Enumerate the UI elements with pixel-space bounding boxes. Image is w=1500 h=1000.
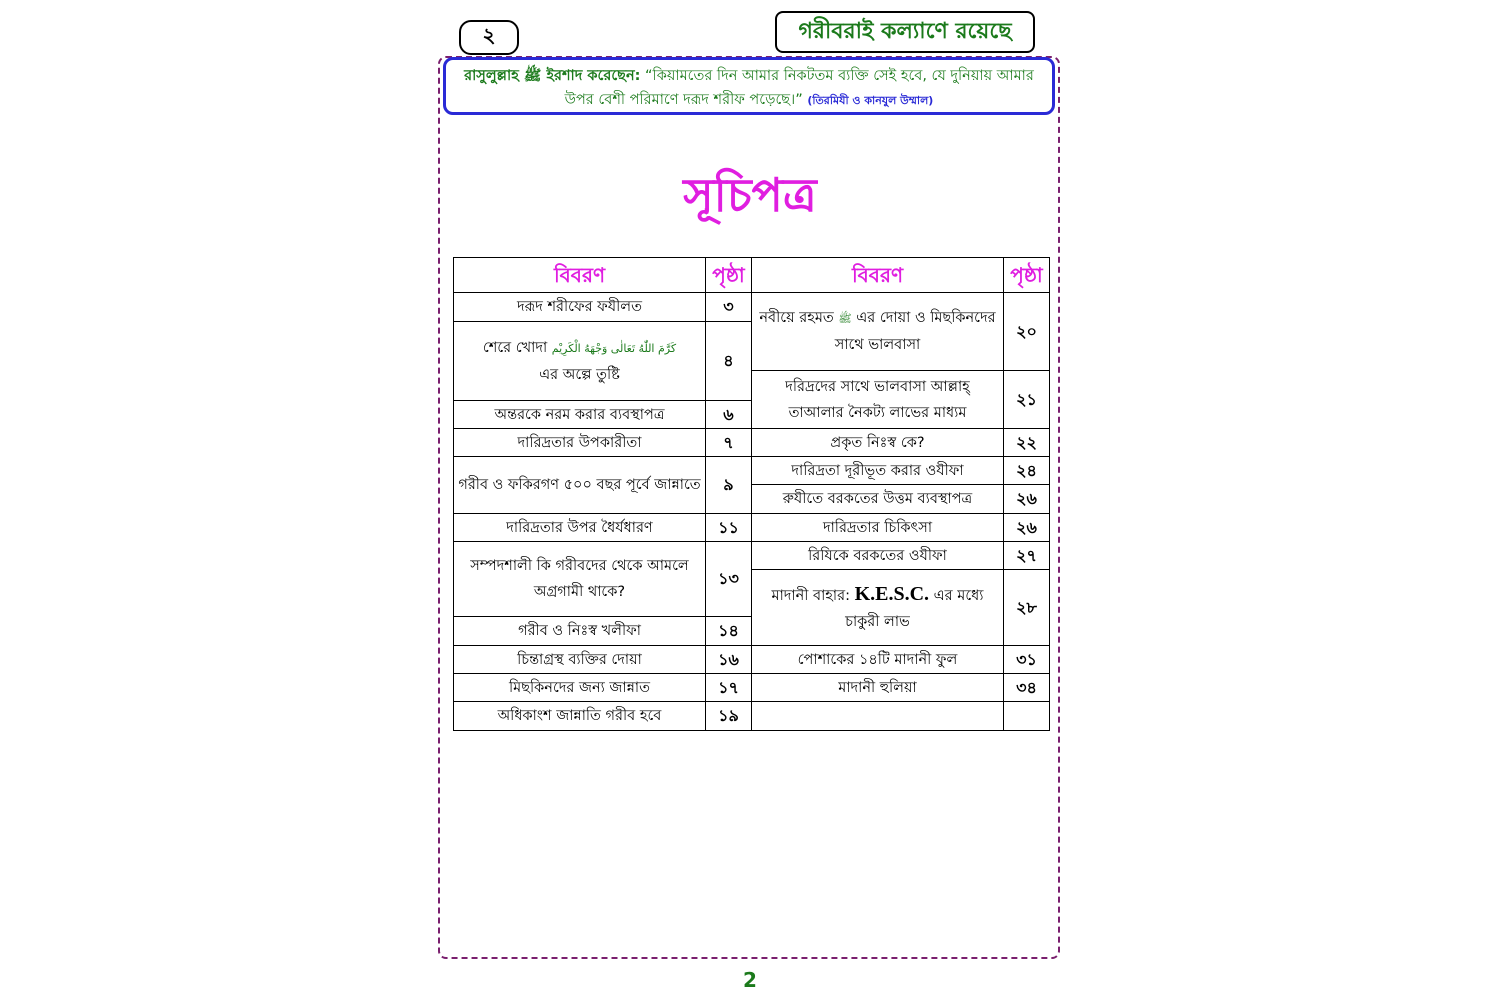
page-title: সূচিপত্র [683,168,817,222]
toc-entry[interactable]: পোশাকের ১৪টি মাদানী ফুল [752,646,1004,674]
toc-entry-empty [752,702,1004,731]
toc-page[interactable]: ৬ [706,401,752,429]
toc-entry-text: এর মধ্যে চাকুরী লাভ [845,587,984,630]
toc-entry[interactable]: অধিকাংশ জান্নাতি গরীব হবে [454,702,706,731]
footer-page-number: 2 [743,968,757,992]
toc-entry-text: শেরে খোদা [482,339,548,356]
toc-page[interactable]: ২০ [1004,293,1050,371]
toc-entry-text: মাদানী বাহার: [771,587,850,604]
hadith-box [443,57,1055,115]
toc-page[interactable]: ২৮ [1004,570,1050,646]
table-row [454,646,1050,674]
toc-page[interactable]: ৭ [706,429,752,457]
toc-entry[interactable]: অন্তরকে নরম করার ব্যবস্থাপত্র [454,401,706,429]
page-number-badge: ২ [459,20,519,55]
toc-page[interactable]: ৯ [706,457,752,514]
toc-page[interactable]: ২১ [1004,371,1050,429]
table-row [454,293,1050,322]
table-row [454,457,1050,485]
toc-entry-text: নবীয়ে রহমত [759,310,834,326]
toc-page[interactable]: ১৬ [706,646,752,674]
toc-entry[interactable]: দারিদ্রতার উপকারীতা [454,429,706,457]
toc-entry-text: এর দোয়া ও মিছকিনদের সাথে ভালবাসা [834,310,996,353]
toc-page[interactable]: ১৪ [706,617,752,646]
toc-entry[interactable] [454,322,706,401]
table-row [454,429,1050,457]
table-header-row [454,258,1050,293]
toc-entry[interactable]: দারিদ্রতা দূরীভূত করার ওযীফা [752,457,1004,485]
salutation-calligraphy: ﷺ [838,312,852,325]
header-page: পৃষ্ঠা [1004,258,1050,293]
toc-page-empty [1004,702,1050,731]
toc-entry[interactable]: প্রকৃত নিঃস্ব কে? [752,429,1004,457]
toc-page[interactable]: ৩৪ [1004,674,1050,702]
toc-entry[interactable]: গরীব ও নিঃস্ব খলীফা [454,617,706,646]
hadith-source: (তিরমিযী ও কানযুল উম্মাল) [807,94,934,107]
contents-table [453,257,1050,731]
toc-entry[interactable] [752,293,1004,371]
table-row [454,674,1050,702]
toc-page[interactable]: ২৪ [1004,457,1050,485]
toc-page[interactable]: ২৬ [1004,514,1050,542]
toc-entry[interactable]: দারিদ্রতার চিকিৎসা [752,514,1004,542]
toc-entry-text: এর অল্পে তুষ্টি [539,366,620,383]
toc-page[interactable]: ২৬ [1004,485,1050,514]
table-row [454,542,1050,570]
toc-entry[interactable]: দরূদ শরীফের ফযীলত [454,293,706,322]
toc-page[interactable]: ২২ [1004,429,1050,457]
toc-page[interactable]: ৩ [706,293,752,322]
toc-entry-code: K.E.S.C. [854,582,930,605]
header-page: পৃষ্ঠা [706,258,752,293]
table-row [454,514,1050,542]
toc-entry[interactable]: গরীব ও ফকিরগণ ৫০০ বছর পূর্বে জান্নাতে [454,457,706,514]
toc-page[interactable]: ২৭ [1004,542,1050,570]
toc-page[interactable]: ১৭ [706,674,752,702]
header-description: বিবরণ [752,258,1004,293]
toc-entry[interactable]: মিছকিনদের জন্য জান্নাত [454,674,706,702]
toc-entry[interactable] [752,570,1004,646]
hadith-quote: “কিয়ামতের দিন আমার নিকটতম ব্যক্তি সেই হবে, যে দুনিয়ায় আমার উপর বেশী পরিমাণে দরূদ শরীফ পড়েছে।” [564,68,1034,108]
toc-entry[interactable]: সম্পদশালী কি গরীবদের থেকে আমলে অগ্রগামী থাকে? [454,542,706,617]
toc-entry[interactable]: রুযীতে বরকতের উত্তম ব্যবস্থাপত্র [752,485,1004,514]
toc-entry[interactable]: রিযিকে বরকতের ওযীফা [752,542,1004,570]
honorific-calligraphy: كَرَّمَ اللّٰهُ تَعَالٰى وَجْهَهُ الْكَرِيْم [551,341,677,355]
toc-entry[interactable]: চিন্তাগ্রস্থ ব্যক্তির দোয়া [454,646,706,674]
toc-page[interactable]: ৪ [706,322,752,401]
hadith-lead: রাসুলুল্লাহ ﷺ ইরশাদ করেছেন: [464,68,641,84]
toc-page[interactable]: ৩১ [1004,646,1050,674]
toc-entry[interactable]: দরিদ্রদের সাথে ভালবাসা আল্লাহ্ তাআলার নৈকট্য লাভের মাধ্যম [752,371,1004,429]
toc-entry[interactable]: মাদানী হুলিয়া [752,674,1004,702]
toc-page[interactable]: ১১ [706,514,752,542]
toc-page[interactable]: ১৯ [706,702,752,731]
table-row [454,702,1050,731]
header-description: বিবরণ [454,258,706,293]
running-title: গরীবরাই কল্যাণে রয়েছে [775,11,1035,53]
toc-entry[interactable]: দারিদ্রতার উপর ধৈর্যধারণ [454,514,706,542]
toc-page[interactable]: ১৩ [706,542,752,617]
